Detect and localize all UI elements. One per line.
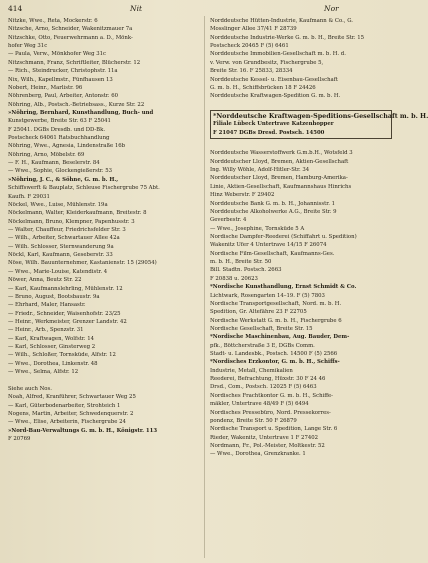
directory-entry: — Wilh. Schlosser, Sternwanderung 9a	[8, 243, 114, 250]
directory-entry: Nix, Wilh., Kapellmstr., Fünfhausen 13	[8, 76, 113, 83]
directory-entry: Nöckelmann, Bruno, Klempner, Papenhusstr. 3	[8, 218, 135, 225]
directory-entry: Nordisches Frachtkontor G. m. b. H., Schiffe-	[210, 392, 333, 399]
directory-entry: »Nöhring, J. C., & Söhne, G. m. b. H.,	[8, 176, 119, 183]
directory-entry: — Wwe., Dorothea, Linkenstr. 48	[8, 360, 98, 367]
directory-entry: Lichtwark, Rosengarten 14–19. F (5) 7803	[210, 292, 325, 299]
directory-entry: Norddeutsche Hütten-Industrie, Kaufmann & Co., G.	[210, 18, 353, 24]
directory-entry: Nitzke, Wwe., Reta, Mockerstr. 6	[8, 18, 98, 24]
directory-entry: — Wwe., Josephine, Tornsküde 5 A	[210, 225, 305, 232]
right-column	[210, 17, 428, 459]
directory-entry: pondenz, Breite Str. 50 F 26879	[210, 417, 297, 424]
directory-entry: Nöwer, Anna, Beutz Str. 22	[8, 277, 82, 284]
directory-entry: F 20838 u. 20623	[210, 275, 258, 282]
running-head-left: Nit	[130, 4, 142, 13]
directory-entry	[8, 376, 190, 384]
directory-entry: Drsd., Com., Postsch. 12025 F (5) 6463	[210, 384, 317, 391]
directory-entry: hofer Weg 31c	[8, 43, 48, 50]
directory-entry: Norddeutsche Wasserstoffwerk G.m.b.H., Wotsfeld 3	[210, 150, 353, 157]
directory-entry: Schiffswerft & Bauplatz, Schleuse Fischergrube 75 Abt.	[8, 185, 160, 192]
directory-entry: Wakenitz Ufer 4 Untertrave 14/15 F 26074	[210, 242, 327, 249]
directory-entry: pfk., Böttcherstraße 3 E, DGBs Comm.	[210, 342, 315, 349]
directory-entry: Geverbestr. 4	[210, 217, 247, 224]
directory-entry: F 20769	[8, 435, 31, 442]
directory-entry: *Nordische Maschinenbau, Aug. Bauder, Dem-	[210, 334, 350, 341]
directory-entry: Nordische Transport u. Spedition, Lange Str. 6	[210, 426, 338, 433]
directory-entry: m. b. H., Breite Str. 50	[210, 259, 272, 266]
directory-entry: Nitzschke, Otto, Feuerwehrmann a. D., Mönk-	[8, 34, 133, 41]
directory-entry: Norddeutscher Lloyd, Bremen, Aktien-Gesellschaft	[210, 158, 349, 165]
directory-entry: — Wilh., Arbeiter, Schwartauer Allee 42a	[8, 235, 120, 242]
directory-entry: Hinz Weberstr. F 29402	[210, 192, 275, 199]
page-number: 414	[8, 4, 23, 13]
directory-entry: — Rich., Steindrucker, Christophstr. 11a	[8, 68, 118, 75]
directory-entry: Mosslinger Allee 37/41 F 28739	[210, 26, 297, 33]
directory-entry: Stadt- u. Landesbk., Postsch. 14500 F (5) 2566	[210, 351, 338, 358]
directory-entry: Siehe auch Nos.	[8, 385, 52, 392]
directory-entry: Nöhring, Arno, Möbelstr. 69	[8, 151, 85, 158]
directory-entry: Nöse, Wilh. Bauunternehmer, Kastanienstr. 15 (29054)	[8, 260, 157, 267]
directory-entry: — Wwe., Sophie, Glockengießerstr. 53	[8, 168, 113, 175]
directory-entry: Nöckelmann, Walter, Kleiderkaufmann, Breitestr. 8	[8, 210, 147, 217]
directory-entry: Kunstgewerbe, Breite Str. 63 F 25041	[8, 118, 111, 125]
directory-entry: »Nöhring, Bernhard, Kunsthandlung, Buch- und	[8, 109, 154, 116]
directory-entry: Kaufh. F 29031	[8, 193, 50, 200]
directory-entry: Norddeutsche Industrie-Werke G. m. b. H., Breite Str. 15	[210, 34, 365, 41]
column-divider	[204, 16, 205, 558]
directory-entry: Nordische Werkstatt G. m. b. H., Fischergrube 6	[210, 317, 342, 324]
directory-entry: Nordische Gesellschaft, Breite Str. 15	[210, 325, 313, 332]
directory-entry: Nogens, Martin, Arbeiter, Schwedenquerstr. 2	[8, 410, 134, 417]
directory-entry: Reederei, Befrachtung, Hüxstr. 30 F 24 46	[210, 376, 326, 383]
directory-entry: — Friedr., Schneider, Waisenhofstr. 23/25	[8, 310, 121, 317]
directory-entry: Nordische Film-Gesellschaft, Kaufmanns-Ges.	[210, 250, 335, 257]
directory-entry: Rieder, Wakenitz, Untertrave 1 F 27402	[210, 434, 319, 441]
directory-entry: Nitzschmann, Franz, Schriftleiter, Blücherstr. 12	[8, 59, 141, 66]
directory-entry: Nordisches Pressebüro, Nord. Pressekorres-	[210, 409, 331, 416]
directory-entry: — Karl, Schlosser, Ginsterweg 2	[8, 344, 96, 351]
directory-entry: Nordmann, Fr., Pol.-Meister, Moltkestr. 52	[210, 442, 325, 449]
directory-entry: — Wwe., Selma, Alfstr. 12	[8, 369, 79, 376]
directory-entry: Breite Str. 16. F 25833, 28334	[210, 68, 293, 75]
directory-entry: Postscheck 64061 Ratsbuchhandlung	[8, 135, 110, 142]
directory-entry: Nöhring, Wwe., Agnesia, Lindenstraße 16b	[8, 143, 126, 150]
directory-entry: — Karl, Kaufmannslehrling, Mühlenstr. 12	[8, 285, 123, 292]
running-head-right: Nor	[324, 4, 339, 13]
boxed-advertisement	[210, 110, 428, 139]
directory-entry: — Ehrhard, Maler, Hansastr.	[8, 302, 86, 309]
directory-entry: Norddeutsche Alkoholwerke A.G., Breite Str. 9	[210, 208, 337, 215]
directory-entry: *Nordische Kunsthandlung, Ernst Schmidt & Co.	[210, 284, 357, 291]
directory-entry: — Wilh., Schloßer, Tornsküde, Alfstr. 12	[8, 352, 116, 359]
directory-entry: — F. H., Kaufmann, Beselerstr. 84	[8, 160, 100, 167]
directory-entry: Ing. Willy Wöhle, Adolf-Hitler-Str. 34	[210, 167, 310, 174]
directory-entry: Norddeutsche Bank G. m. b. H., Johannisstr. 1	[210, 200, 336, 207]
directory-entry: — Wwe., Marie-Louise, Katendistr. 4	[8, 268, 108, 275]
directory-entry	[210, 101, 392, 109]
directory-entry: Nöckel, Wwe., Luise, Mühlenstr. 19a	[8, 201, 108, 208]
directory-entry: G. m. b. H., Schiffsbrücken 18 F 24426	[210, 84, 316, 91]
directory-entry: F 21047 DGBs Dresd. Postsch. 14500	[213, 129, 325, 136]
directory-entry: — Walter, Chauffeur, Friedrichsfelder Str. 3	[8, 226, 126, 233]
directory-entry: Nöhring, Alb., Postsch.-Betriebsass., Kurze Str. 22	[8, 101, 145, 108]
directory-entry: mäkler, Untertrave 48/49 F (5) 6494	[210, 401, 309, 408]
directory-entry: Noah, Alfred, Kranführer, Schwartauer Weg 25	[8, 394, 136, 401]
directory-entry: — Heinr., Arb., Spenzstr. 31	[8, 327, 84, 334]
directory-entry: F 25041. DGBs Dresdb. und DD-Bk.	[8, 126, 106, 133]
directory-entry: *Norddeutsche Kraftwagen-Speditions-Gesellschaft m. b. H.	[213, 111, 428, 120]
directory-entry: — Wwe., Dorothea, Grenzkranke. 1	[210, 451, 306, 458]
page-header	[8, 4, 394, 16]
directory-entry: Filiale Lübeck Untertrave Katzenhopper	[213, 121, 334, 128]
directory-entry: Nordische Dampfer-Reederei (Schiffahrt u. Spedition)	[210, 233, 357, 240]
directory-entry: — Bruno, August, Bootsbaustr. 9a	[8, 293, 100, 300]
directory-entry: Norddeutsche Kraftwagen-Spedition G. m. b. H.	[210, 93, 341, 100]
directory-entry: Nobert, Heinr., Marlistr. 96	[8, 84, 83, 91]
directory-entry: — Karl, Kraftwagen, Wolfstr. 14	[8, 335, 95, 342]
directory-entry: Industrie, Metall, Chemikalien	[210, 367, 293, 374]
directory-entry: Nordische Transportgesellschaft, Nord. m. b. H.	[210, 300, 342, 307]
directory-entry: Nitzsche, Arno, Schneider, Wakenitzmauer 7a	[8, 26, 133, 33]
directory-entry	[210, 141, 392, 149]
directory-entry: Nöckl, Karl, Kaufmann, Geseberstr. 33	[8, 252, 113, 259]
directory-entry: »Nord-Bau-Verwaltungs G. m. b. H., Königstr. 113	[8, 427, 158, 434]
directory-entry: — Heinr., Werkmeister, Grenzer Landstr. 42	[8, 318, 127, 325]
directory-entry: — Wwe., Elise, Arbeiterin, Fischergrube 24	[8, 419, 126, 426]
directory-entry: — Paula, Verw., Mönkhofer Weg 31c	[8, 51, 106, 58]
directory-entry: Norddeutsche Kessel- u. Eisenbau-Gesellschaft	[210, 76, 338, 83]
directory-entry: Postscheck 20465 F (5) 6461	[210, 43, 289, 50]
directory-entry: *Nordisches Erzkontor, G. m. b. H., Schiffs-	[210, 359, 340, 366]
directory-entry: Nöhrenberg, Paul, Arbeiter, Antonstr. 60	[8, 93, 119, 100]
directory-entry: Norddeutscher Lloyd, Bremen, Hamburg-Amerika-	[210, 175, 348, 182]
directory-entry: Spedition, Gr. Altefähre 23 F 22705	[210, 309, 307, 316]
directory-entry: — Karl, Güterbodenarbeiter, Strohteich 1	[8, 402, 121, 409]
directory-entry: Linie, Aktien-Gesellschaft, Kaufmannshaus Hinrichs	[210, 183, 352, 190]
directory-entry: Bill. Stadtn. Postsch. 2663	[210, 267, 282, 274]
directory-entry: v. Verw. von Grundbesitz, Fischergrube 5,	[210, 59, 324, 66]
left-column	[8, 17, 190, 443]
directory-entry: Norddeutsche Immobilien-Gesellschaft m. b. H. d.	[210, 51, 346, 58]
